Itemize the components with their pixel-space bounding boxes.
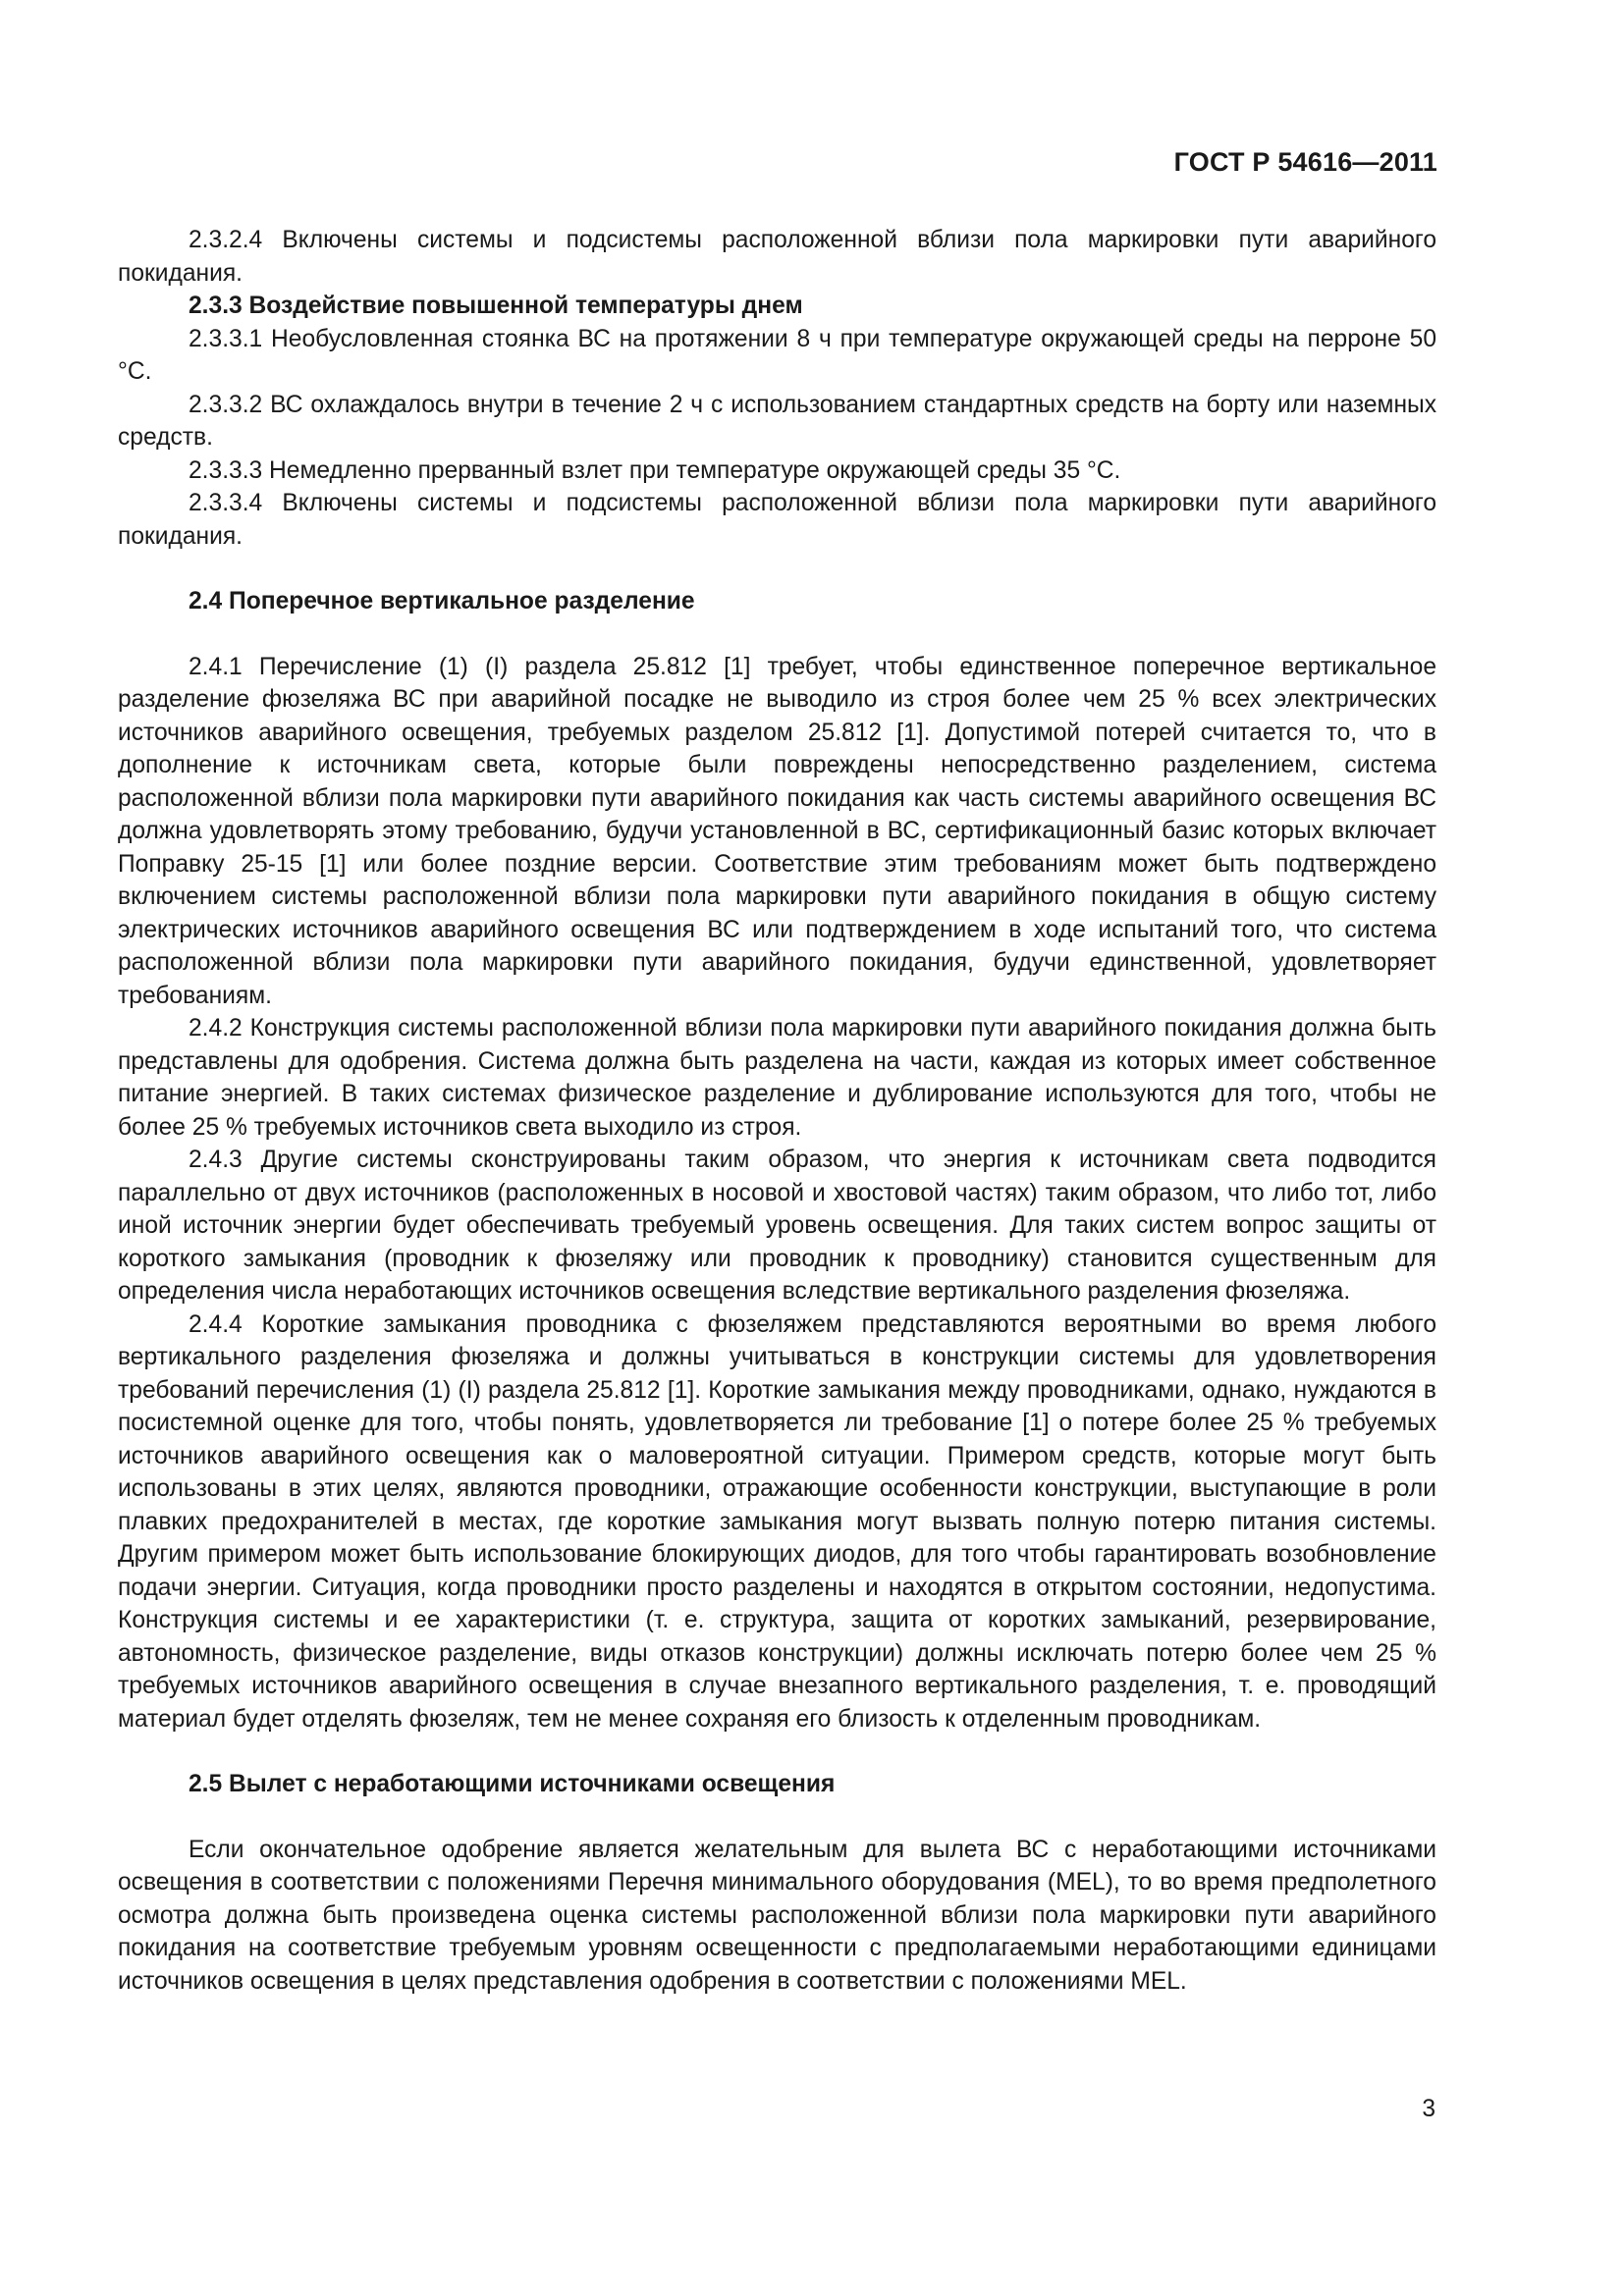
- section-heading-2-5: 2.5 Вылет с неработающими источниками освещения: [189, 1771, 836, 1797]
- paragraph-2-4-2: 2.4.2 Конструкция системы расположенной вблизи пола маркировки пути аварийного покидания должна быть представлены для одобрения. Система должна быть разделена на части, каждая из которых имеет собственное питание энергией. В таких системах физическое разделение и дублирование используются для того, чтобы не более 25 % требуемых источников света выходило из строя.: [118, 1015, 1436, 1141]
- paragraph-2-3-3-1: 2.3.3.1 Необусловленная стоянка ВС на протяжении 8 ч при температуре окружающей среды на перроне 50 °С.: [118, 325, 1436, 385]
- paragraph-2-3-3-4: 2.3.3.4 Включены системы и подсистемы расположенной вблизи пола маркировки пути аварийного покидания.: [118, 490, 1436, 550]
- paragraph-2-3-3-3: 2.3.3.3 Немедленно прерванный взлет при температуре окружающей среды 35 °С.: [189, 456, 1121, 484]
- section-heading-2-4: 2.4 Поперечное вертикальное разделение: [189, 588, 695, 614]
- document-body: [118, 224, 1436, 1998]
- paragraph-2-4-3: 2.4.3 Другие системы сконструированы таким образом, что энергия к источникам света подводится параллельно от двух источников (расположенных в носовой и хвостовой частях) таким образом, что либо тот, либо иной источник энергии будет обеспечивать требуемый уровень освещения. Для таких систем вопрос защиты от короткого замыкания (проводник к фюзеляжу или проводник к проводнику) становится существенным для определения числа неработающих источников освещения вследствие вертикального разделения фюзеляжа.: [118, 1147, 1436, 1305]
- paragraph-2-5: Если окончательное одобрение является желательным для вылета ВС с неработающими источниками освещения в соответствии с положениями Перечня минимального оборудования (MEL), то во время предполетного осмотра должна быть произведена оценка системы расположенной вблизи пола маркировки пути аварийного покидания на соответствие требуемым уровням освещенности с предполагаемыми неработающими единицами источников освещения в целях представления одобрения в соответствии с положениями MEL.: [118, 1836, 1436, 1995]
- paragraph-2-4-1: 2.4.1 Перечисление (1) (I) раздела 25.812 [1] требует, чтобы единственное поперечное вертикальное разделение фюзеляжа ВС при аварийной посадке не выводило из строя более чем 25 % всех электрических источников аварийного освещения, требуемых разделом 25.812 [1]. Допустимой потерей считается то, что в дополнение к источникам света, которые были повреждены непосредственно разделением, система расположенной вблизи пола маркировки пути аварийного покидания как часть системы аварийного освещения ВС должна удовлетворять этому требованию, будучи установленной в ВС, сертификационный базис которых включает Поправку 25-15 [1] или более поздние версии. Соответствие этим требованиям может быть подтверждено включением системы расположенной вблизи пола маркировки пути аварийного покидания в общую систему электрических источников аварийного освещения ВС или подтверждением в ходе испытаний того, что система расположенной вблизи пола маркировки пути аварийного покидания, будучи единственной, удовлетворяет требованиям.: [118, 653, 1436, 1009]
- document-code-header: ГОСТ Р 54616—2011: [1173, 147, 1437, 177]
- subsection-heading-2-3-3: 2.3.3 Воздействие повышенной температуры днем: [189, 293, 803, 319]
- page-number: 3: [1422, 2096, 1435, 2122]
- paragraph-2-4-4: 2.4.4 Короткие замыкания проводника с фюзеляжем представляются вероятными во время любого вертикального разделения фюзеляжа и должны учитываться в конструкции системы для удовлетворения требований перечисления (1) (I) раздела 25.812 [1]. Короткие замыкания между проводниками, однако, нуждаются в посистемной оценке для того, чтобы понять, удовлетворяется ли требование [1] о потере более 25 % требуемых источников аварийного освещения как о маловероятной ситуации. Примером средств, которые могут быть использованы в этих целях, являются проводники, отражающие особенности конструкции, выступающие в роли плавких предохранителей в местах, где короткие замыкания могут вызвать полную потерю питания системы. Другим примером может быть использование блокирующих диодов, для того чтобы гарантировать возобновление подачи энергии. Ситуация, когда проводники просто разделены и находятся в открытом состоянии, недопустима. Конструкция системы и ее характеристики (т. е. структура, защита от коротких замыканий, резервирование, автономность, физическое разделение, виды отказов конструкции) должны исключать потерю более чем 25 % требуемых источников аварийного освещения в случае внезапного вертикального разделения, т. е. проводящий материал будет отделять фюзеляж, тем не менее сохраняя его близость к отделенным проводникам.: [118, 1310, 1436, 1733]
- paragraph-2-3-3-2: 2.3.3.2 ВС охлаждалось внутри в течение 2 ч с использованием стандартных средств на борту или наземных средств.: [118, 391, 1436, 451]
- paragraph-2-3-2-4: 2.3.2.4 Включены системы и подсистемы расположенной вблизи пола маркировки пути аварийного покидания.: [118, 227, 1436, 287]
